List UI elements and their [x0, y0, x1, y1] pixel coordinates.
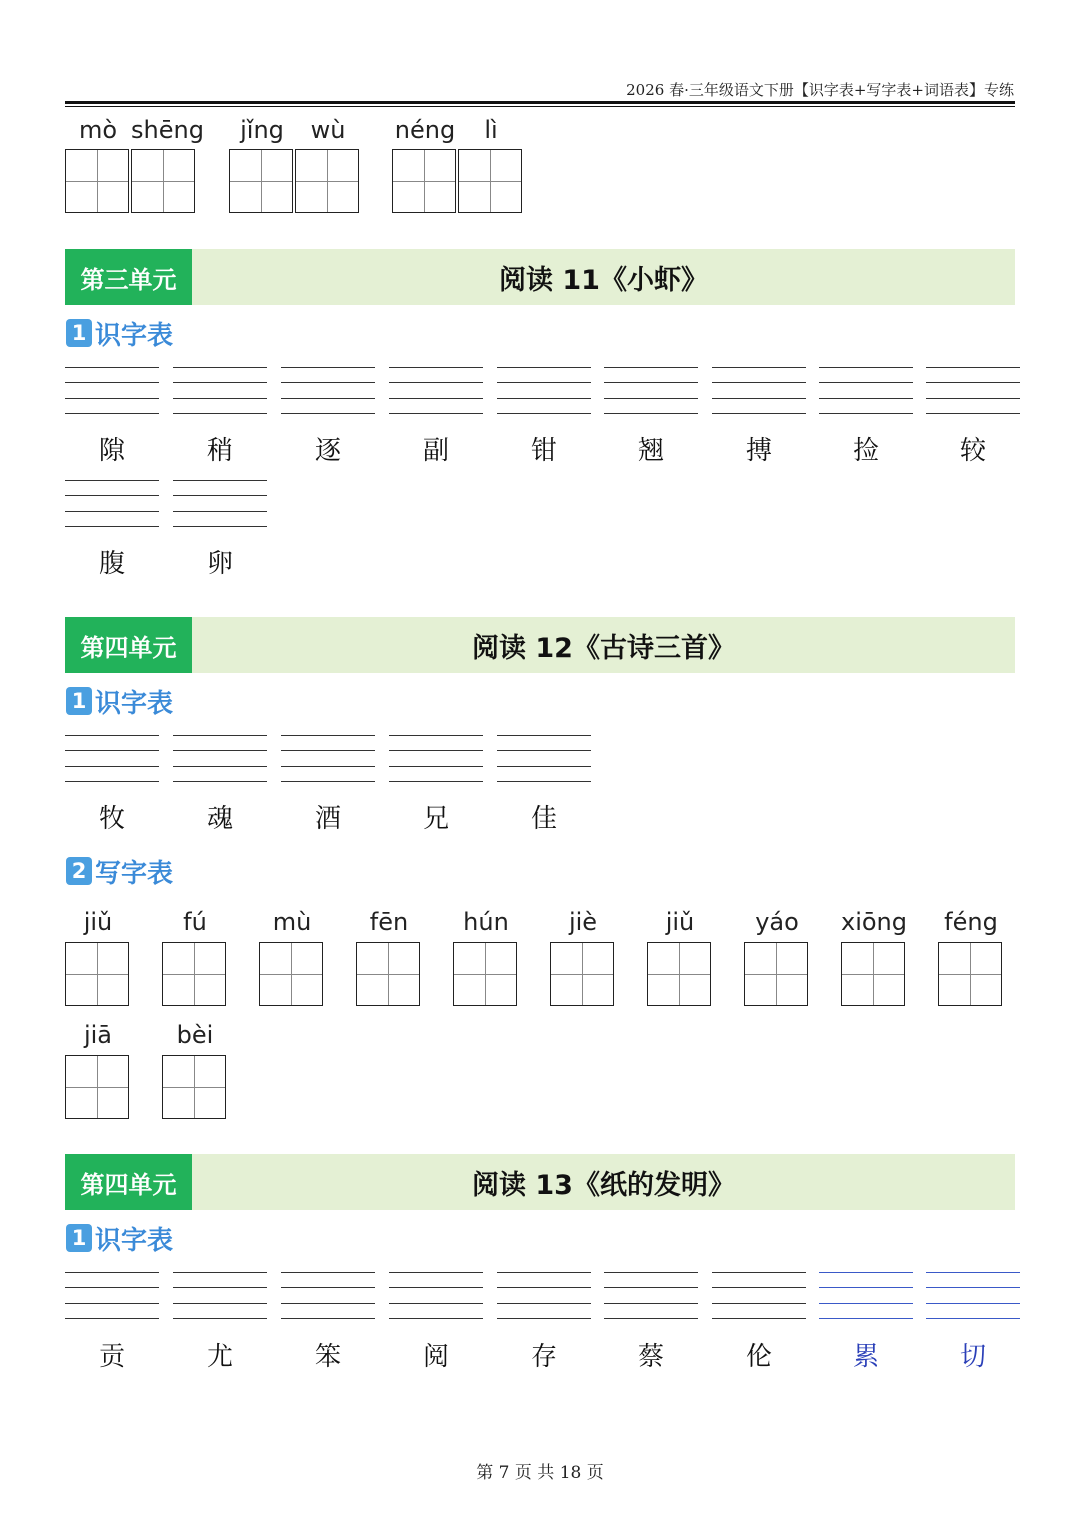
section-header-shizi: [66, 684, 173, 718]
shizi-char: 切: [959, 1342, 986, 1372]
pinyin-writing-lines[interactable]: [389, 1272, 483, 1320]
pinyin-label: jǐng: [240, 116, 284, 144]
pinyin-writing-lines[interactable]: [926, 367, 1020, 415]
shizi-char: 副: [422, 436, 449, 466]
shizi-char: 钳: [530, 436, 557, 466]
shizi-char: 较: [959, 436, 986, 466]
pinyin-label: xiōng: [841, 908, 907, 936]
shizi-char: 笨: [314, 1342, 341, 1372]
pinyin-writing-lines[interactable]: [712, 367, 806, 415]
pinyin-writing-lines[interactable]: [819, 1272, 913, 1320]
pinyin-label: lì: [484, 116, 498, 144]
pinyin-writing-lines[interactable]: [819, 367, 913, 415]
unit-label: 第四单元: [65, 617, 192, 673]
writing-box[interactable]: [229, 149, 293, 213]
writing-box[interactable]: [938, 942, 1002, 1006]
section-header-shizi: [66, 1221, 173, 1255]
shizi-char: 酒: [314, 804, 341, 834]
writing-box[interactable]: [550, 942, 614, 1006]
pinyin-writing-lines[interactable]: [926, 1272, 1020, 1320]
writing-box[interactable]: [131, 149, 195, 213]
shizi-char: 存: [530, 1342, 557, 1372]
pinyin-writing-lines[interactable]: [65, 480, 159, 528]
pinyin-label: jiè: [568, 908, 598, 936]
pinyin-writing-lines[interactable]: [173, 480, 267, 528]
lesson-title: 阅读 13《纸的发明》: [472, 1169, 735, 1201]
page-number: 第 7 页 共 18 页: [476, 1463, 604, 1483]
writing-box[interactable]: [162, 1055, 226, 1119]
pinyin-label: fú: [183, 908, 207, 936]
section-label: 识字表: [95, 1225, 174, 1256]
shizi-char: 伦: [745, 1342, 772, 1372]
unit-label: 第三单元: [65, 249, 192, 305]
pinyin-label: yáo: [755, 908, 799, 936]
header-rule-thin: [65, 106, 1015, 107]
section-label: 识字表: [95, 320, 174, 351]
shizi-char: 翘: [637, 436, 664, 466]
shizi-char: 腹: [98, 549, 125, 579]
shizi-char: 阅: [422, 1342, 449, 1372]
pinyin-label: shēng: [131, 116, 204, 144]
pinyin-label: mò: [78, 116, 118, 144]
writing-box[interactable]: [647, 942, 711, 1006]
pinyin-label: mù: [272, 908, 312, 936]
shizi-char: 捡: [852, 436, 879, 466]
pinyin-writing-lines[interactable]: [173, 1272, 267, 1320]
pinyin-writing-lines[interactable]: [65, 735, 159, 783]
pinyin-label: bèi: [176, 1021, 214, 1049]
pinyin-writing-lines[interactable]: [497, 1272, 591, 1320]
unit-label: 第四单元: [65, 1154, 192, 1210]
pinyin-writing-lines[interactable]: [65, 1272, 159, 1320]
pinyin-writing-lines[interactable]: [389, 367, 483, 415]
document-header-title: 2026 春·三年级语文下册【识字表+写字表+词语表】专练: [626, 81, 1014, 99]
section-label: 写字表: [95, 858, 174, 889]
pinyin-writing-lines[interactable]: [712, 1272, 806, 1320]
lesson-title: 阅读 11《小虾》: [499, 264, 708, 296]
pinyin-writing-lines[interactable]: [281, 367, 375, 415]
pinyin-writing-lines[interactable]: [604, 1272, 698, 1320]
shizi-char: 佳: [530, 804, 557, 834]
pinyin-label: féng: [944, 908, 998, 936]
pinyin-writing-lines[interactable]: [497, 735, 591, 783]
shizi-char: 蔡: [637, 1342, 664, 1372]
writing-box[interactable]: [458, 149, 522, 213]
shizi-char: 魂: [206, 804, 233, 834]
writing-box[interactable]: [356, 942, 420, 1006]
pinyin-label: jiǔ: [665, 908, 695, 936]
section-header-shizi: [66, 316, 173, 350]
writing-box[interactable]: [259, 942, 323, 1006]
pinyin-label: néng: [394, 116, 456, 144]
pinyin-writing-lines[interactable]: [281, 735, 375, 783]
writing-box[interactable]: [65, 1055, 129, 1119]
shizi-char: 搏: [745, 436, 772, 466]
section-number-badge: 1: [66, 319, 92, 347]
writing-box[interactable]: [392, 149, 456, 213]
shizi-char: 稍: [206, 436, 233, 466]
section-number-badge: 2: [66, 857, 92, 885]
writing-box[interactable]: [841, 942, 905, 1006]
shizi-char: 兄: [422, 804, 449, 834]
section-number-badge: 1: [66, 687, 92, 715]
pinyin-writing-lines[interactable]: [173, 367, 267, 415]
pinyin-label: wù: [310, 116, 346, 144]
lesson-title: 阅读 12《古诗三首》: [472, 632, 735, 664]
pinyin-writing-lines[interactable]: [281, 1272, 375, 1320]
pinyin-writing-lines[interactable]: [389, 735, 483, 783]
unit-banner: [65, 249, 1015, 305]
pinyin-writing-lines[interactable]: [65, 367, 159, 415]
header-rule-thick: [65, 101, 1015, 104]
pinyin-label: jiǔ: [83, 908, 113, 936]
writing-box[interactable]: [65, 149, 129, 213]
pinyin-writing-lines[interactable]: [604, 367, 698, 415]
writing-box[interactable]: [65, 942, 129, 1006]
shizi-char: 逐: [314, 436, 341, 466]
shizi-char: 牧: [98, 804, 125, 834]
writing-box[interactable]: [162, 942, 226, 1006]
writing-box[interactable]: [453, 942, 517, 1006]
unit-banner: [65, 617, 1015, 673]
shizi-char: 尤: [206, 1342, 233, 1372]
pinyin-writing-lines[interactable]: [497, 367, 591, 415]
section-header-xiezi: [66, 854, 173, 888]
shizi-char: 隙: [98, 436, 125, 466]
shizi-char: 累: [852, 1342, 879, 1372]
pinyin-label: hún: [463, 908, 509, 936]
shizi-char: 卵: [206, 549, 233, 579]
shizi-char: 贡: [98, 1342, 125, 1372]
pinyin-writing-lines[interactable]: [173, 735, 267, 783]
writing-box[interactable]: [744, 942, 808, 1006]
pinyin-label: jiā: [83, 1021, 113, 1049]
section-label: 识字表: [95, 688, 174, 719]
unit-banner: [65, 1154, 1015, 1210]
writing-box[interactable]: [295, 149, 359, 213]
section-number-badge: 1: [66, 1224, 92, 1252]
pinyin-label: fēn: [369, 908, 409, 936]
